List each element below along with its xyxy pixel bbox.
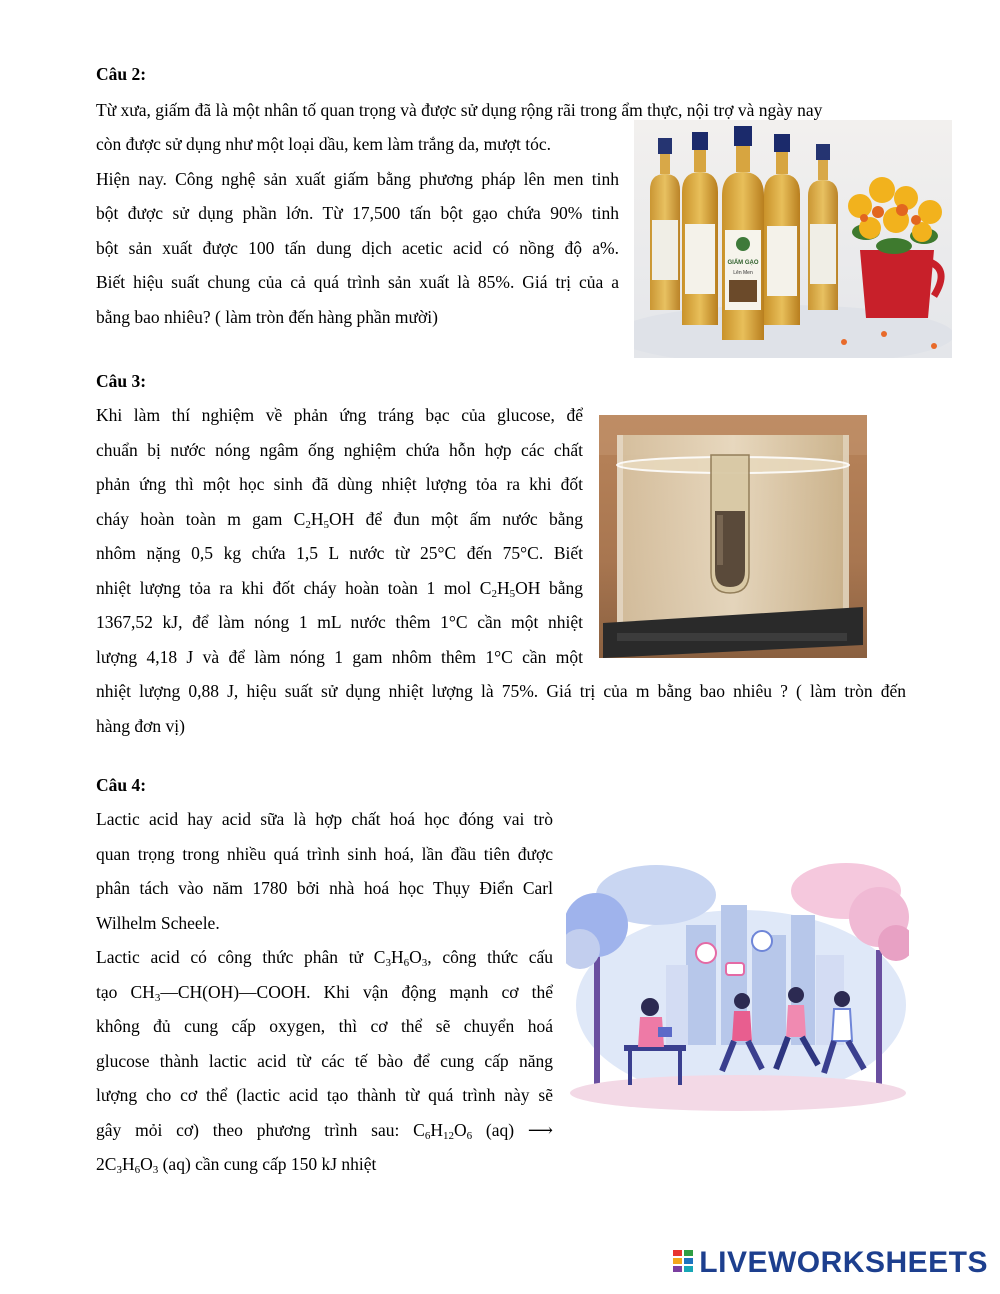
q3-text-line: phản ứng thì một học sinh đã dùng nhiệt lượng tỏa ra khi đốt [96, 474, 583, 494]
q4-text-line: Wilhelm Scheele. [96, 912, 220, 933]
beaker-test-tube-photo [599, 415, 867, 658]
q3-text-line: 1367,52 kJ, để làm nóng 1 mL nước thêm 1°C cần một nhiệt [96, 612, 583, 632]
q3-text-line: Khi làm thí nghiệm về phản ứng tráng bạc của glucose, để [96, 405, 583, 425]
q4-text-line: $2C_3H_6O_3$ (aq) cần cung cấp 150 kJ nhiệt [96, 1154, 377, 1176]
q4-text-line: glucose thành lactic acid từ các tế bào để cung cấp năng [96, 1050, 553, 1071]
q4-text-line: phân tách vào năm 1780 bởi nhà hoá học Thụy Điển Carl [96, 878, 553, 898]
q3-text-line: nhôm nặng 0,5 kg chứa 1,5 L nước từ 25°C đến 75°C. Biết [96, 543, 583, 563]
joggers-park-illustration [566, 855, 909, 1113]
q3-text-line: chuẩn bị nước nóng ngâm ống nghiệm chứa hỗn hợp các chất [96, 439, 583, 460]
vinegar-bottles-photo [634, 120, 952, 358]
q2-text-line: còn được sử dụng như một loại dầu, kem làm trắng da, mượt tóc. [96, 134, 551, 154]
q3-text-line: cháy hoàn toàn m gam $C_2H_5OH$ để đun một ấm nước bằng [96, 508, 583, 531]
q4-text-line: quan trọng trong nhiều quá trình sinh hoá, lần đầu tiên được [96, 843, 553, 864]
vinegar-label-text: GIẤM GẠO [727, 260, 759, 266]
q4-text-line: Lactic acid hay acid sữa là hợp chất hoá học đóng vai trò [96, 809, 553, 829]
q2-text-line: bột được sử dụng phần lớn. Từ 17,500 tấn bột gạo chứa 90% tinh [96, 203, 619, 223]
liveworksheets-logo[interactable] [673, 1246, 988, 1280]
q4-paragraph [96, 802, 553, 1182]
q4-text-line: Lactic acid có công thức phân tử $C_3H_6O_3$, công thức cấu [96, 947, 553, 969]
liveworksheets-logo-icon [673, 1250, 695, 1276]
q3-text-line: nhiệt lượng 0,88 J, hiệu suất sử dụng nhiệt lượng là 75%. Giá trị của m bằng bao nhiêu ? ( làm tròn đến [96, 681, 906, 701]
q4-text-line: lượng cho cơ thể (lactic acid tạo thành từ quá trình này sẽ [96, 1085, 553, 1105]
q2-text-line: bằng bao nhiêu? ( làm tròn đến hàng phần mười) [96, 306, 438, 327]
q4-text-line: tạo $CH_3—CH(OH)—COOH$. Khi vận động mạnh cơ thể [96, 981, 553, 1004]
q4-heading: Câu 4: [96, 775, 147, 795]
vinegar-label-subtext: Lên Men [733, 270, 753, 276]
q3-paragraph-tail [96, 674, 906, 743]
q3-text-line: hàng đơn vị) [96, 715, 185, 736]
q2-text-line: Biết hiệu suất chung của cả quá trình sản xuất là 85%. Giá trị của a [96, 272, 619, 292]
q3-text-line: lượng 4,18 J và để làm nóng 1 gam nhôm thêm 1°C cần một [96, 646, 583, 667]
q3-paragraph [96, 398, 583, 674]
q4-text-line: gây mỏi cơ) theo phương trình sau: $C_6H_{12}O_6$ (aq) ⟶ [96, 1119, 553, 1142]
q2-text-line: Hiện nay. Công nghệ sản xuất giấm bằng phương pháp lên men tinh [96, 168, 619, 189]
q4-text-line: không đủ cung cấp oxygen, thì cơ thể sẽ chuyển hoá [96, 1016, 553, 1036]
q2-heading: Câu 2: [96, 64, 147, 84]
q2-text-line: bột sản xuất được 100 tấn dung dịch acetic acid có nồng độ a%. [96, 237, 619, 258]
q3-text-line: nhiệt lượng tỏa ra khi đốt cháy hoàn toàn 1 mol $C_2H_5OH$ bằng [96, 577, 583, 600]
q3-heading: Câu 3: [96, 371, 147, 391]
q2-paragraph [96, 127, 619, 334]
liveworksheets-logo-text: LIVEWORKSHEETS [699, 1246, 988, 1279]
q2-text-line: Từ xưa, giấm đã là một nhân tố quan trọng và được sử dụng rộng rãi trong ẩm thực, nội trợ và ngày nay [96, 100, 823, 120]
